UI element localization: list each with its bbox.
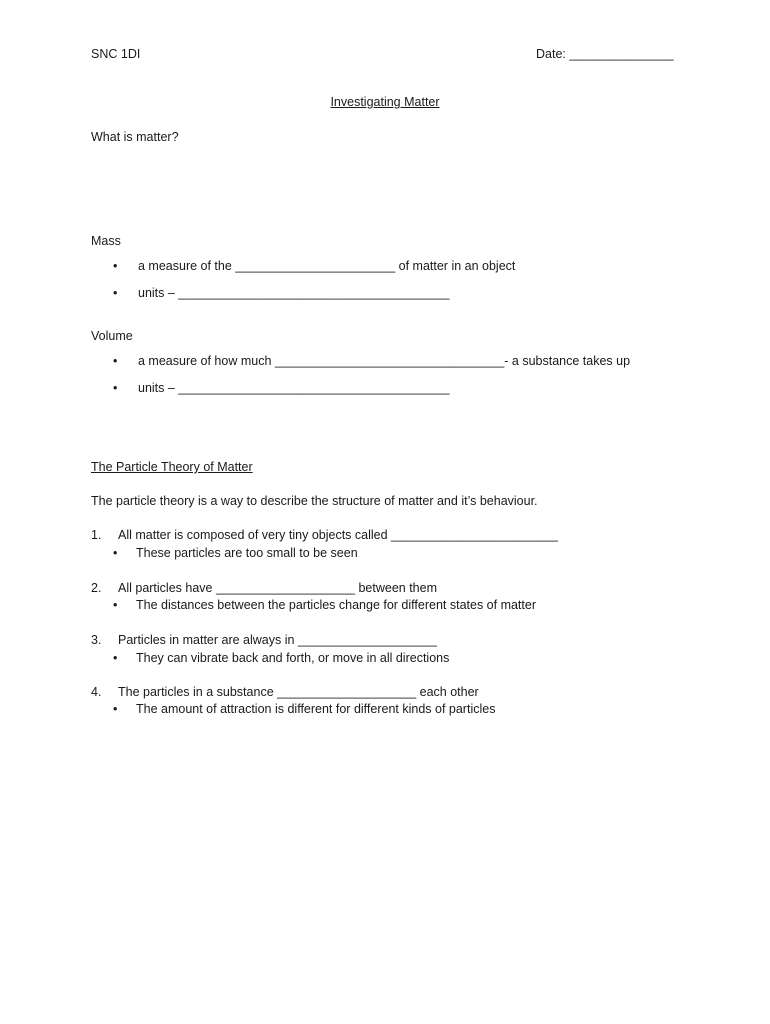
point-text: Particles in matter are always in ____________________ <box>118 633 437 647</box>
bullet-icon: • <box>113 259 118 273</box>
bullet-icon: • <box>113 651 118 665</box>
bullet-icon: • <box>113 598 118 612</box>
date-field: Date: _______________ <box>536 47 674 61</box>
volume-bullet-2: units – _______________________________________ <box>138 381 450 395</box>
point-subtext: The distances between the particles change for different states of matter <box>136 598 536 612</box>
point-number: 1. <box>91 528 102 542</box>
volume-heading: Volume <box>91 329 133 343</box>
point-subtext: They can vibrate back and forth, or move in all directions <box>136 651 450 665</box>
bullet-icon: • <box>113 702 118 716</box>
point-number: 3. <box>91 633 102 647</box>
bullet-icon: • <box>113 381 118 395</box>
course-code: SNC 1DI <box>91 47 141 61</box>
mass-bullet-2: units – _______________________________________ <box>138 286 450 300</box>
page-title: Investigating Matter <box>330 95 440 109</box>
point-number: 4. <box>91 685 102 699</box>
question-what-is-matter: What is matter? <box>91 130 179 144</box>
point-subtext: The amount of attraction is different for different kinds of particles <box>136 702 496 716</box>
bullet-icon: • <box>113 286 118 300</box>
bullet-icon: • <box>113 546 118 560</box>
bullet-icon: • <box>113 354 118 368</box>
point-text: All particles have ____________________ between them <box>118 581 437 595</box>
mass-bullet-1: a measure of the _______________________ of matter in an object <box>138 259 516 273</box>
point-subtext: These particles are too small to be seen <box>136 546 358 560</box>
point-text: The particles in a substance ____________________ each other <box>118 685 479 699</box>
particle-theory-intro: The particle theory is a way to describe the structure of matter and it’s behaviour. <box>91 494 538 508</box>
point-text: All matter is composed of very tiny objects called ________________________ <box>118 528 558 542</box>
particle-theory-heading: The Particle Theory of Matter <box>91 460 253 474</box>
point-number: 2. <box>91 581 102 595</box>
volume-bullet-1: a measure of how much _________________________________- a substance takes up <box>138 354 631 368</box>
mass-heading: Mass <box>91 234 121 248</box>
